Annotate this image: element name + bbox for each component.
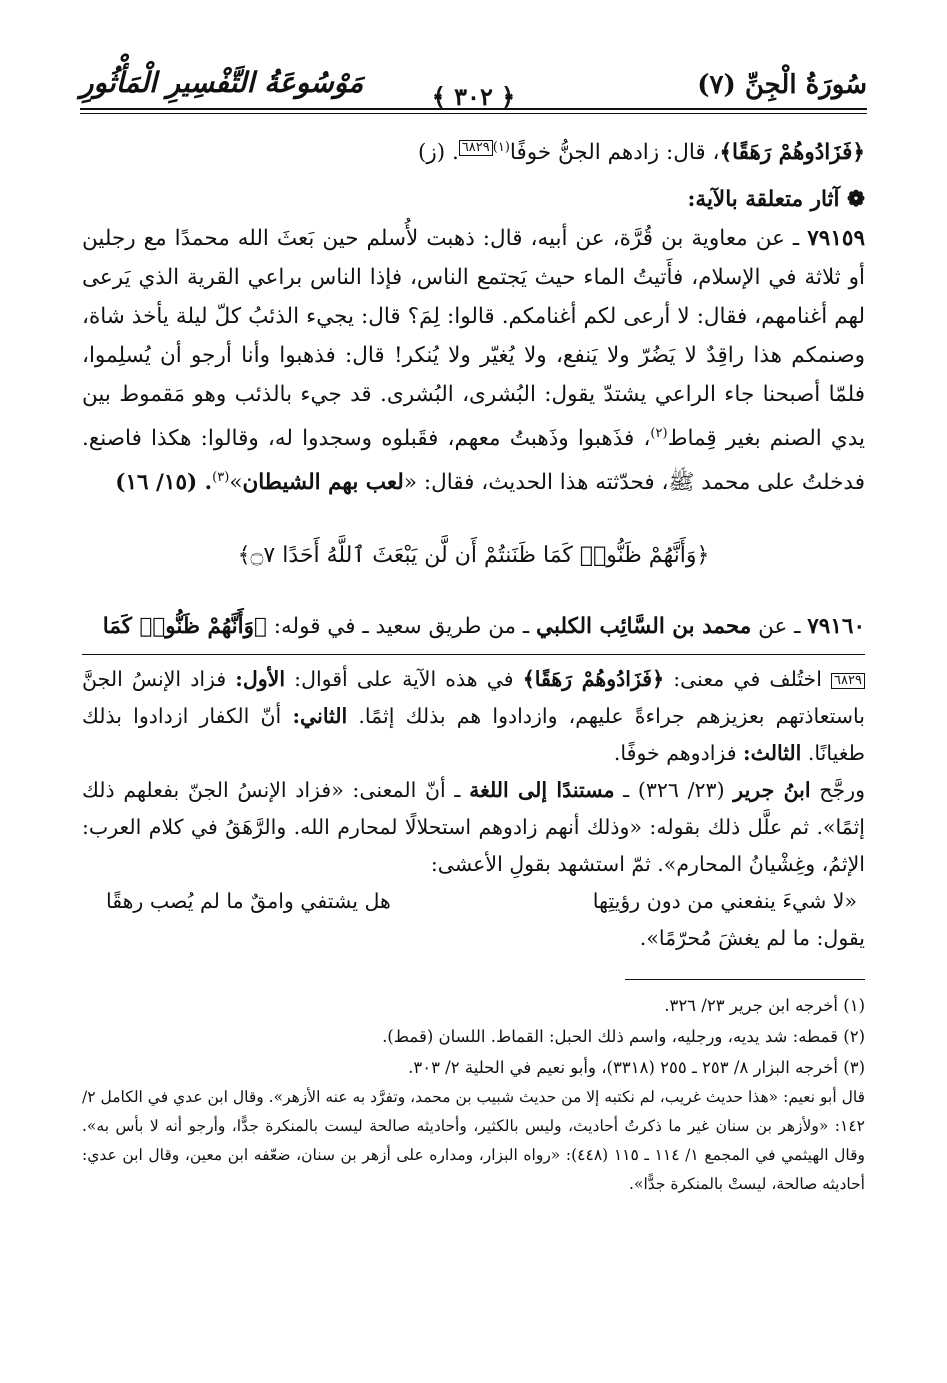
footnote-2: (٢) قمطه: شد يديه، ورجليه، واسم ذلك الحبل: القماط. اللسان (قمط).	[382, 1027, 865, 1047]
text: اختُلف في معنى:	[664, 667, 832, 692]
text: أنّ الكفار ازدادوا بذلك طغيانًا.	[82, 704, 865, 766]
text: في هذه الآية على أقوال:	[285, 667, 523, 692]
poem-hemistich-2: هل يشتفي وامقٌ ما لم يُصب رهقًا	[106, 889, 391, 914]
quran-quote: ﴿فَزَادُوهُمْ رَهَقًا﴾	[522, 667, 665, 692]
hadith-entry	[82, 219, 865, 502]
text: (٢٣/ ٣٢٦) ـ	[614, 778, 734, 803]
scholar-name: ابنُ جرير	[733, 778, 811, 803]
footnote-3-continued: قال أبو نعيم: «هذا حديث غريب، لم نكتبه إلا من حديث شبيب بن محمد، وتفرَّد به عنه الأزهر». وقال ابن عدي في الكامل ٢/ ١٤٢: «ولأزهر بن سنان غير ما ذكرتُ أحاديث، وليس بالكثير، وأحاديثه صالحة ليست بالمنكرة جدًّا، وأرجو أنه لا بأس به». وقال الهيثمي في المجمع ١/ ١١٤ ـ ١١٥ (٤٤٨): «رواه البزار، ومداره على أزهر بن سنان، ضعّفه ابن معين، وقال ابن عدي: أحاديثه صالحة، ليستْ بالمنكرة جدًّا».	[82, 1088, 865, 1194]
narrator-name: محمد بن السَّائِب الكلبي	[536, 614, 752, 640]
opinion-label: الثاني:	[292, 704, 348, 729]
page-header	[80, 62, 867, 112]
text: فزاد الإنسُ الجنَّ باستعاذتهم بعزيزهم جراءةً عليهم، وازدادوا هم بذلك إثمًا.	[82, 667, 865, 729]
text: . (ز)	[418, 140, 459, 166]
note-paragraph	[82, 772, 865, 883]
main-text	[82, 128, 865, 1199]
text: ـ عن	[751, 614, 808, 640]
entry-number: ٧٩١٦٠	[807, 614, 865, 640]
quran-quote: ﴿فَزَادُوهُمْ رَهَقًا﴾	[719, 140, 865, 166]
prophet-quote: لعب بهم الشيطان	[242, 470, 404, 496]
text: ـ أنّ المعنى: «فزاد الإنسُ الجنّ بفعلهم ذلك إثمًا». ثم علَّل ذلك بقوله: «وذلك أنهم زادوهم استحلالًا لمحارم الله. والرَّهَقُ في كلام العرب: الإثمُ، وغِشْيانُ المحارم». ثمّ استشهد بقولِ الأعشى:	[82, 778, 865, 877]
quran-quote: ﴿وَأَنَّهُمْ ظَنُّوا۟ كَمَا	[102, 614, 267, 640]
book-title: مَوْسُوعَةُ التَّفْسِيرِ الْمَأْثُورِ	[80, 66, 364, 99]
hadith-entry	[82, 607, 865, 646]
emphasis: مستندًا إلى اللغة	[469, 778, 615, 803]
note-ref-box[interactable]: ٦٨٢٩	[459, 140, 493, 156]
footnote-1: (١) أخرجه ابن جرير ٢٣/ ٣٢٦.	[664, 996, 865, 1016]
surah-label: سُورَةُ الْجِنِّ (٧)	[697, 70, 867, 100]
note-number-box: ٦٨٢٩	[831, 673, 865, 689]
footnotes	[82, 990, 865, 1199]
text: ورجَّح	[810, 778, 865, 803]
text: فزادوهم خوفًا.	[613, 741, 744, 766]
quran-verse: ﴿وَأَنَّهُمْ ظَنُّوا۟ كَمَا ظَنَنتُمْ أَن لَّن يَبْعَثَ ٱللَّهُ أَحَدًا ۝٧﴾	[237, 543, 710, 569]
text: »	[229, 470, 243, 496]
header-rule-thin	[80, 113, 867, 114]
note-paragraph: يقول: ما لم يغشَ مُحرّمًا».	[639, 926, 865, 951]
continued-paragraph	[82, 128, 865, 172]
opinion-label: الأول:	[235, 667, 286, 692]
footnote-3: (٣) أخرجه البزار ٨/ ٢٥٣ ـ ٢٥٥ (٣٣١٨)، وأبو نعيم في الحلية ٢/ ٣٠٣.	[408, 1058, 865, 1078]
footnote-ref[interactable]: (١)	[492, 140, 510, 155]
text: ، فذَهبوا وذَهبتُ معهم، فقَبلوه وسجدوا له، وقالوا: هكذا فاصنع. فدخلتُ على محمد ﷺ، فحدّثته هذا الحديث، فقال: «	[82, 426, 865, 496]
entry-number: ٧٩١٥٩	[807, 226, 865, 252]
poem-verse	[82, 883, 865, 920]
commentary-note	[82, 661, 865, 957]
footnote-ref[interactable]: (٣)	[212, 470, 230, 486]
text: ـ من طريق سعيد ـ في قوله:	[266, 614, 537, 640]
opinion-label: الثالث:	[743, 741, 802, 766]
note-paragraph	[82, 661, 865, 772]
poem-hemistich-1: «لا شيءَ ينفعني من دون رؤيتِها	[592, 889, 857, 914]
text: ، قال: زادهم الجنُّ خوفًا	[509, 140, 720, 166]
section-heading: ❁ آثار متعلقة بالآية:	[687, 187, 865, 213]
volume-reference: . (١٥/ ١٦)	[115, 470, 213, 496]
footnote-separator	[625, 979, 865, 980]
page-number: ﴿ ٣٠٢ ﴾	[431, 82, 516, 111]
header-rule	[80, 108, 867, 110]
footnote-ref[interactable]: (٢)	[650, 426, 668, 442]
note-separator	[82, 654, 865, 655]
text: ـ عن معاوية بن قُرَّة، عن أبيه، قال: ذهبت لأُسلم حين بَعثَ الله محمدًا مع رجلين أو ثلاثة في الإسلام، فأَتيتُ الماء حيث يَجتمع الناس، فإذا الناس براعي القرية الذي يَرعى لهم أغنامهم، فقال: لا أرعى لكم أغنامكم. قالوا: لِمَ؟ قال: يجيء الذئبُ كلّ ليلة يأخذ شاة، وصنمكم هذا راقِدٌ لا يَضُرّ ولا يَنفع، ولا يُغيّر ولا يُنكر! قال: فذهبوا وأنا أرجو أن يُسلِموا، فلمّا أصبحنا جاء الراعي يشتدّ يقول: البُشرى، البُشرى. قد جيء بالذئب وهو مَقموط بين يدي الصنم بغير قِماط	[82, 226, 866, 452]
